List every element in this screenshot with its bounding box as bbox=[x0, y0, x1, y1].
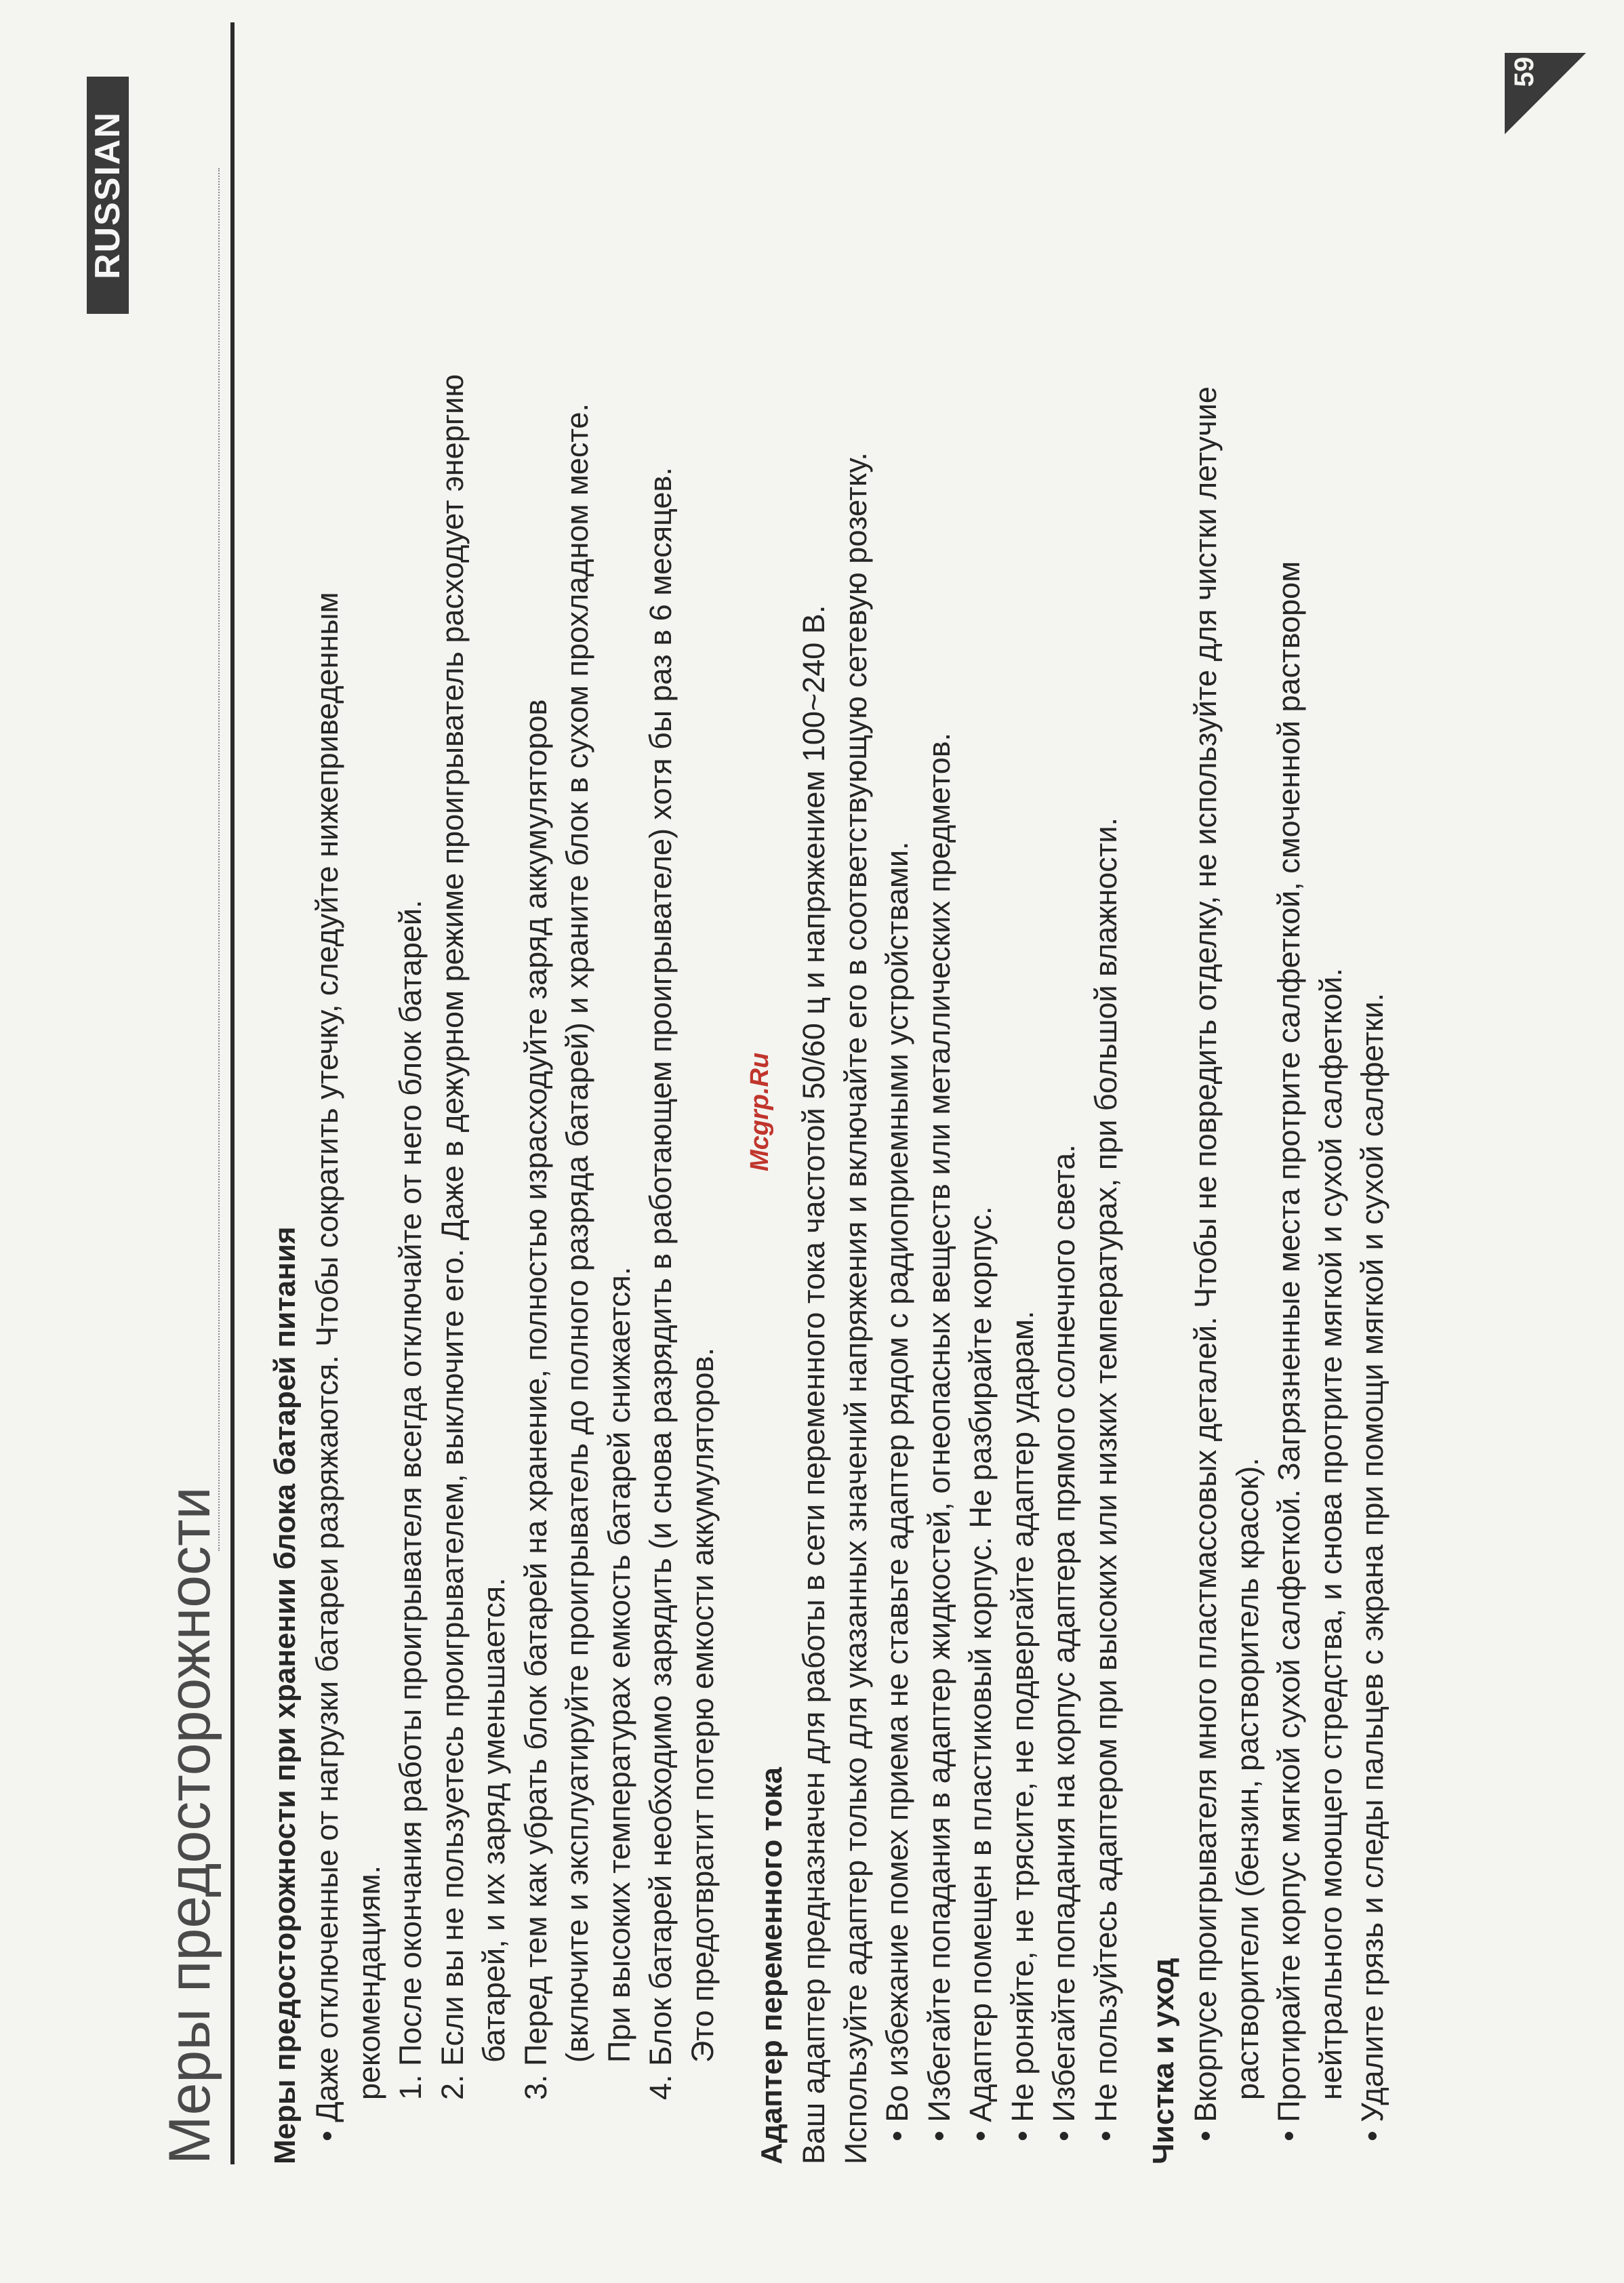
ac-adapter-section bbox=[751, 63, 1126, 2164]
text-line: При высоких температурах емкость батарей снижается. bbox=[601, 1266, 636, 2063]
text-line: рекомендациям. bbox=[351, 1865, 386, 2100]
section-heading: Меры предосторожности при хранении блока батарей питания bbox=[268, 1226, 302, 2164]
section-heading: Чистка и уход bbox=[1147, 1958, 1180, 2164]
text-line: • Не пользуйтесь адаптером при высоких или низких температурах, при большой влажности. bbox=[1088, 817, 1123, 2141]
text-line: • Избегайте попадания в адаптер жидкостей, огнеопасных веществ или металлических предметов. bbox=[921, 732, 956, 2141]
text-line: Используйте адаптер только для указанных значений напряжения и включайте его в соответствующую сетевую розетку. bbox=[838, 452, 873, 2164]
watermark: Mcgrp.Ru bbox=[746, 1052, 774, 1171]
cleaning-section bbox=[1143, 63, 1394, 2164]
page-number: 59 bbox=[1509, 56, 1539, 87]
text-line: нейтрального моющего стредства, и снова протрите мягкой и сухой салфеткой. bbox=[1313, 968, 1348, 2100]
text-line: • Даже отключенные от нагрузки батареи разряжаются. Чтобы сократить утечку, следуйте нижеприведенным bbox=[310, 592, 344, 2141]
text-line: 3. Перед тем как убрать блок батарей на хранение, полностью израсходуйте заряд аккумуляторов bbox=[518, 699, 553, 2100]
text-line: • Не роняйте, не трясите, не подвергайте адаптер ударам. bbox=[1004, 1310, 1040, 2141]
text-line: • Избегайте попадания на корпус адаптера прямого солнечного света. bbox=[1047, 1144, 1081, 2141]
text-line: • Удалите грязь и следы пальцев с экрана при помощи мягкой и сухой салфетки. bbox=[1355, 992, 1389, 2141]
text-line: • Вкорпусе проигрывателя много пластмассовых деталей. Чтобы не повредить отделку, не используйте для чистки летучие bbox=[1188, 386, 1223, 2141]
text-line: батарей, и их заряд уменьшается. bbox=[476, 1577, 511, 2063]
text-line: 2. Если вы не пользуетесь проигрывателем, выключите его. Даже в дежурном режиме проигрыватель расходует энергию bbox=[434, 373, 470, 2100]
text-line: растворители (бензин, растворитель красок). bbox=[1230, 1457, 1265, 2100]
battery-section bbox=[264, 63, 723, 2164]
page-number-badge bbox=[1505, 53, 1586, 134]
text-line: 1. После окончания работы проигрывателя всегда отключайте от него блок батарей. bbox=[393, 900, 428, 2100]
section-heading: Адаптер переменного тока bbox=[755, 1767, 788, 2164]
text-line: Ваш адаптер предназначен для работы в сети переменного тока частотой 50/60 ц и напряжением 100~240 В. bbox=[796, 605, 831, 2164]
title-dotted-rule bbox=[218, 168, 220, 1551]
text-line: (включите и эксплуатируйте проигрыватель до полного разряда батарей) и храните блок в сухом прохладном месте. bbox=[560, 403, 594, 2063]
language-tab: RUSSIAN bbox=[87, 77, 129, 314]
text-line: • Во избежание помех приема не ставьте адаптер рядом с радиоприемными устройствами. bbox=[880, 841, 914, 2141]
text-line: Это предотвратит потерю емкости аккумуляторов. bbox=[685, 1348, 720, 2063]
text-line: • Протирайте корпус мягкой сухой салфеткой. Загрязненные места протрите салфеткой, смоченной раствором bbox=[1272, 561, 1306, 2141]
page-title: Меры предосторожности bbox=[157, 1487, 222, 2164]
header-rule bbox=[230, 22, 235, 2164]
text-line: 4. Блок батарей необходимо зарядить (и снова разрядить в работающем проигрывателе) хотя бы раз в 6 месяцев. bbox=[643, 467, 678, 2100]
text-line: • Адаптер помещен в пластиковый корпус. Не разбирайте корпус. bbox=[963, 1206, 998, 2141]
